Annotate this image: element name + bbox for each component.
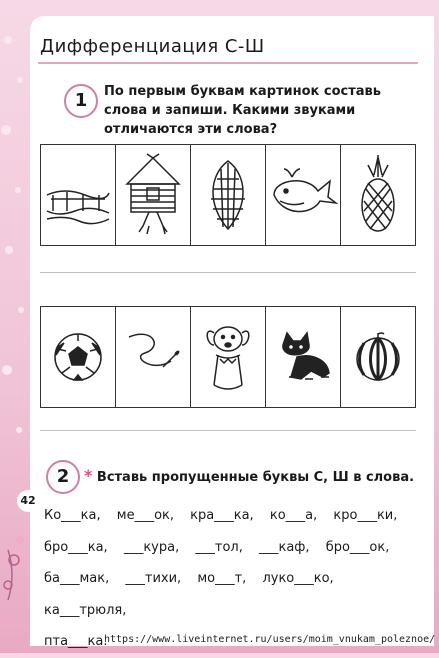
pine-cone-picture (191, 145, 266, 245)
answer-line (40, 272, 416, 273)
picture-strip-1 (40, 144, 416, 246)
puppy-picture (191, 307, 266, 407)
kitten-picture (266, 307, 341, 407)
word-with-gap: ме___ок, (116, 508, 175, 523)
word-with-gap: бро___ка, (44, 539, 108, 555)
word-with-gap: кро___ки, (333, 508, 398, 523)
needle-and-thread-picture (116, 307, 191, 407)
task-1-text-line: По первым буквам картинок составь (104, 84, 382, 99)
word-with-gap: ___кура, (123, 539, 180, 555)
word-with-gap: пта___ка. (44, 634, 108, 649)
word-with-gap: ___каф, (258, 539, 310, 555)
word-with-gap: ___тихи, (125, 571, 182, 586)
hut-on-chicken-legs-picture (116, 145, 191, 245)
decorative-dots (0, 0, 30, 653)
word-with-gap: ко___а, (269, 508, 318, 523)
word-with-gap: луко___ко, (262, 571, 334, 586)
word-with-gap: ка___трюля, (44, 602, 127, 618)
task-1-instructions (104, 82, 381, 139)
word-with-gap: кра___ка, (190, 508, 254, 523)
title-underline (38, 62, 418, 64)
page-title: Дифференциация С-Ш (40, 36, 265, 57)
word-with-gap: ___тол, (195, 539, 243, 555)
word-with-gap: Ко___ка, (44, 508, 101, 523)
task-1-text-line: слова и запиши. Какими звуками (104, 103, 356, 118)
answer-line (40, 430, 416, 431)
word-with-gap: ба___мак, (44, 571, 110, 586)
whale-picture (266, 145, 341, 245)
task-2-instructions (84, 466, 414, 487)
word-with-gap: бро___ок, (325, 539, 390, 555)
picture-strip-2 (40, 306, 416, 408)
bridge-picture (41, 145, 116, 245)
soccer-ball-picture (41, 307, 116, 407)
star-icon: * (84, 466, 93, 485)
page-number: 42 (17, 490, 39, 512)
pineapple-picture (341, 145, 415, 245)
task-1-number: 1 (64, 84, 98, 118)
task-2-text: Вставь пропущенные буквы С, Ш в слова. (96, 470, 415, 485)
task-1-text-line: отличаются эти слова? (104, 122, 278, 137)
word-with-gap: мо___т, (197, 571, 247, 586)
source-url: https://www.liveinternet.ru/users/moim_vnukam_poleznoe/ (104, 634, 436, 645)
task-2-number: 2 (46, 460, 80, 494)
watermelon-picture (341, 307, 415, 407)
